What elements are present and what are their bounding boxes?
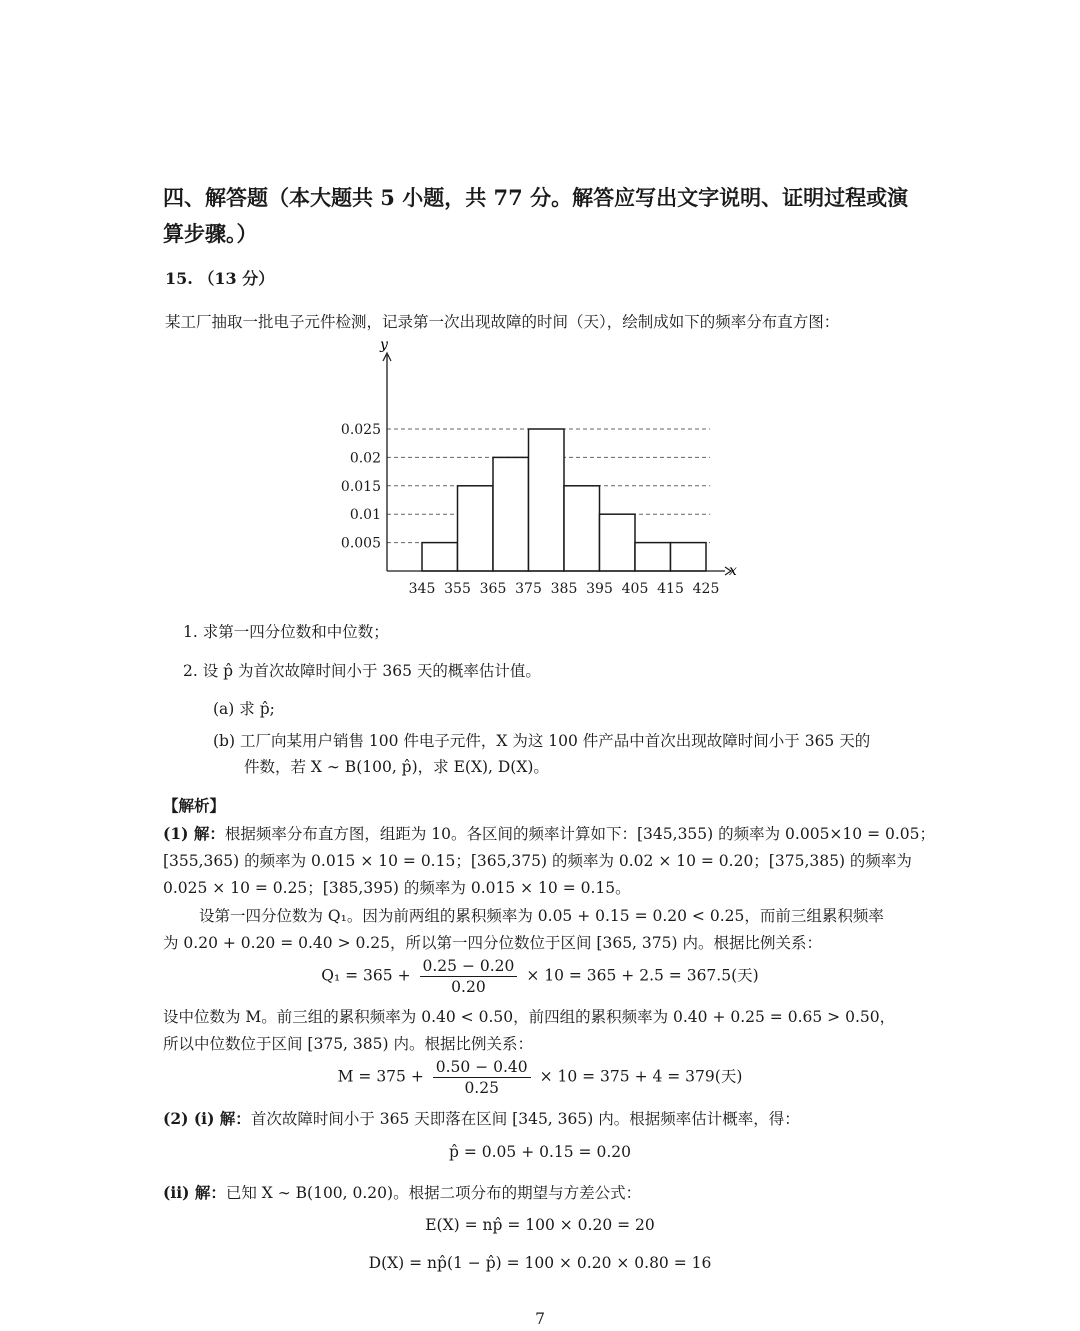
chart-bars [422,429,706,571]
solution-part1-label: (1) 解： [163,824,225,843]
y-axis-label: y [380,337,388,353]
solution-p1-line2: [355,365) 的频率为 0.015 × 10 = 0.15；[365,375) 的频率为 0.02 × 10 = 0.20；[375,385) 的频率为 [163,852,912,870]
histogram-bar [422,543,458,571]
histogram-bar [671,543,707,571]
x-tick-label: 355 [444,581,471,597]
y-tick-labels [341,422,381,552]
histogram-bar [458,486,494,571]
fraction-denominator: 0.20 [451,978,486,996]
x-tick-label: 415 [657,581,684,597]
x-tick-label: 405 [621,581,649,597]
question-item-1: 1. 求第一四分位数和中位数； [183,623,389,641]
question-subitem-a: (a) 求 p̂; [213,700,275,718]
fraction-numerator: 0.25 − 0.20 [420,956,518,977]
x-tick-label: 345 [408,581,436,597]
equation-m-right: × 10 = 375 + 4 = 379(天) [539,1067,743,1086]
y-tick-label: 0.01 [349,507,381,524]
solution-p1-line3: 0.025 × 10 = 0.25；[385,395) 的频率为 0.015 × 10 = 0.15。 [163,879,631,897]
x-tick-label: 395 [586,581,613,597]
equation-q1-left: Q₁ = 365 + [321,966,411,985]
solution-p1-text: 根据频率分布直方图，组距为 10。各区间的频率计算如下：[345,355) 的频率为 0.005×10 = 0.05； [224,825,935,843]
solution-p5 [163,1181,641,1203]
y-tick-label: 0.005 [340,535,381,552]
x-tick-labels [409,581,720,597]
x-tick-label: 365 [479,581,507,597]
solution-p1-line1 [163,822,935,844]
y-tick-label: 0.02 [349,450,381,467]
question-item-2: 2. 设 p̂ 为首次故障时间小于 365 天的概率估计值。 [183,662,541,680]
equation-q1-right: × 10 = 365 + 2.5 = 367.5(天) [526,966,759,985]
section-title: 四、解答题（本大题共 5 小题，共 77 分。解答应写出文字说明、证明过程或演算步骤。） [163,185,909,246]
solution-p3-line2: 所以中位数位于区间 [375, 385) 内。根据比例关系： [163,1035,533,1053]
y-tick-label: 0.025 [340,422,381,438]
solution-p2-line2: 为 0.20 + 0.20 = 0.40 > 0.25，所以第一四分位数位于区间 [365, 375) 内。根据比例关系： [163,934,822,952]
equation-q1-fraction [420,956,518,997]
histogram-bar [600,514,636,571]
equation-expectation: E(X) = np̂ = 100 × 0.20 = 20 [425,1216,655,1234]
solution-p4-text: 首次故障时间小于 365 天即落在区间 [345, 365) 内。根据频率估计概率，得： [250,1110,800,1128]
question-subitem-b-cont: 件数，若 X ∼ B(100, p̂)，求 E(X), D(X)。 [244,758,549,776]
question-stem: 某工厂抽取一批电子元件检测，记录第一次出现故障的时间（天），绘制成如下的频率分布直方图： [165,313,840,331]
x-tick-label: 385 [550,581,578,597]
equation-m-left: M = 375 + [337,1067,424,1086]
equation-variance: D(X) = np̂(1 − p̂) = 100 × 0.20 × 0.80 = 16 [368,1254,712,1272]
equation-m-fraction [433,1057,531,1098]
solution-p2-line1: 设第一四分位数为 Q₁。因为前两组的累积频率为 0.05 + 0.15 = 0.20 < 0.25，而前三组累积频率 [199,907,884,925]
histogram-bar [635,543,671,571]
solution-p3-line1: 设中位数为 M。前三组的累积频率为 0.40 < 0.50，前四组的累积频率为 0.40 + 0.25 = 0.65 > 0.50， [163,1008,896,1026]
equation-median [0,1057,1080,1098]
histogram-bar [564,486,600,571]
y-tick-label: 0.015 [340,478,381,495]
solution-part2ii-label: (ii) 解： [163,1183,226,1202]
solution-p5-text: 已知 X ∼ B(100, 0.20)。根据二项分布的期望与方差公式： [225,1184,642,1202]
histogram-chart [330,335,750,600]
page-number: 7 [535,1310,545,1328]
fraction-numerator: 0.50 − 0.40 [433,1057,531,1078]
x-tick-label: 425 [692,581,720,597]
x-axis-label: x [729,563,737,579]
question-number: 15. （13 分） [165,269,275,288]
solution-part2i-label: (2) (i) 解： [163,1109,251,1128]
equation-q1 [0,956,1080,997]
solution-p4 [163,1107,800,1129]
fraction-denominator: 0.25 [464,1079,499,1097]
question-subitem-b: (b) 工厂向某用户销售 100 件电子元件，X 为这 100 件产品中首次出现故障时间小于 365 天的 [213,732,871,750]
solution-heading: 【解析】 [163,796,226,815]
x-tick-label: 375 [515,581,542,597]
histogram-bar [493,457,529,571]
histogram-bar [529,429,565,571]
equation-p-hat: p̂ = 0.05 + 0.15 = 0.20 [449,1143,631,1161]
